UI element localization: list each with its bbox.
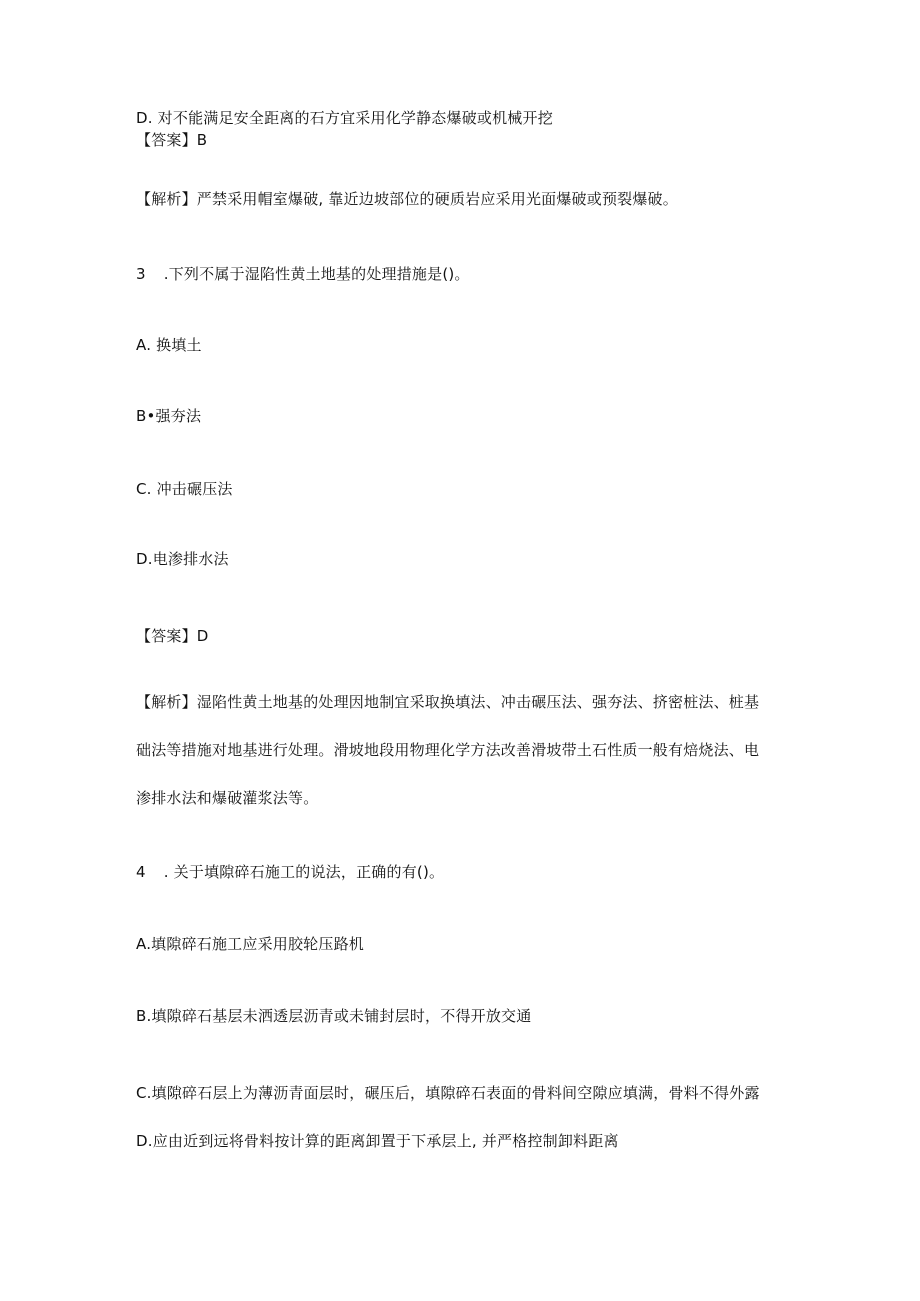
- q4-question-line: [136, 862, 444, 882]
- q4-option-c: C.填隙碎石层上为薄沥青面层时，碾压后，填隙碎石表面的骨料间空隙应填满，骨料不得外露: [136, 1084, 760, 1102]
- q3-answer: 【答案】D: [136, 627, 209, 645]
- q4-option-d: D.应由近到远将骨料按计算的距离卸置于下承层上, 并严格控制卸料距离: [136, 1132, 619, 1150]
- q3-option-d: D.电渗排水法: [136, 550, 229, 568]
- q3-analysis-line-1: 【解析】湿陷性黄土地基的处理因地制宜采取换填法、冲击碾压法、强夯法、挤密桩法、桩基: [136, 693, 760, 711]
- q3-question-line: [136, 264, 470, 284]
- q3-option-c: C. 冲击碾压法: [136, 480, 233, 498]
- q2-option-d: D. 对不能满足安全距离的石方宜采用化学静态爆破或机械开挖: [136, 109, 553, 127]
- q2-analysis: 【解析】严禁采用帽室爆破, 靠近边坡部位的硬质岩应采用光面爆破或预裂爆破。: [136, 190, 678, 208]
- q2-answer: 【答案】B: [136, 131, 208, 149]
- q3-option-a: A. 换填土: [136, 336, 202, 354]
- q3-analysis-line-3: 渗排水法和爆破灌浆法等。: [136, 789, 319, 807]
- q4-option-b: B.填隙碎石基层未洒透层沥青或未铺封层时，不得开放交通: [136, 1007, 532, 1025]
- q3-number: 3: [136, 265, 146, 283]
- q4-question: . 关于填隙碎石施工的说法，正确的有()。: [163, 863, 445, 881]
- q3-option-b: B•强夯法: [136, 407, 202, 425]
- q3-analysis-line-2: 础法等措施对地基进行处理。滑坡地段用物理化学方法改善滑坡带土石性质一般有焙烧法、电: [136, 741, 760, 759]
- q4-number: 4: [136, 863, 146, 881]
- q4-option-a: A.填隙碎石施工应采用胶轮压路机: [136, 935, 364, 953]
- q3-question: .下列不属于湿陷性黄土地基的处理措施是()。: [163, 265, 470, 283]
